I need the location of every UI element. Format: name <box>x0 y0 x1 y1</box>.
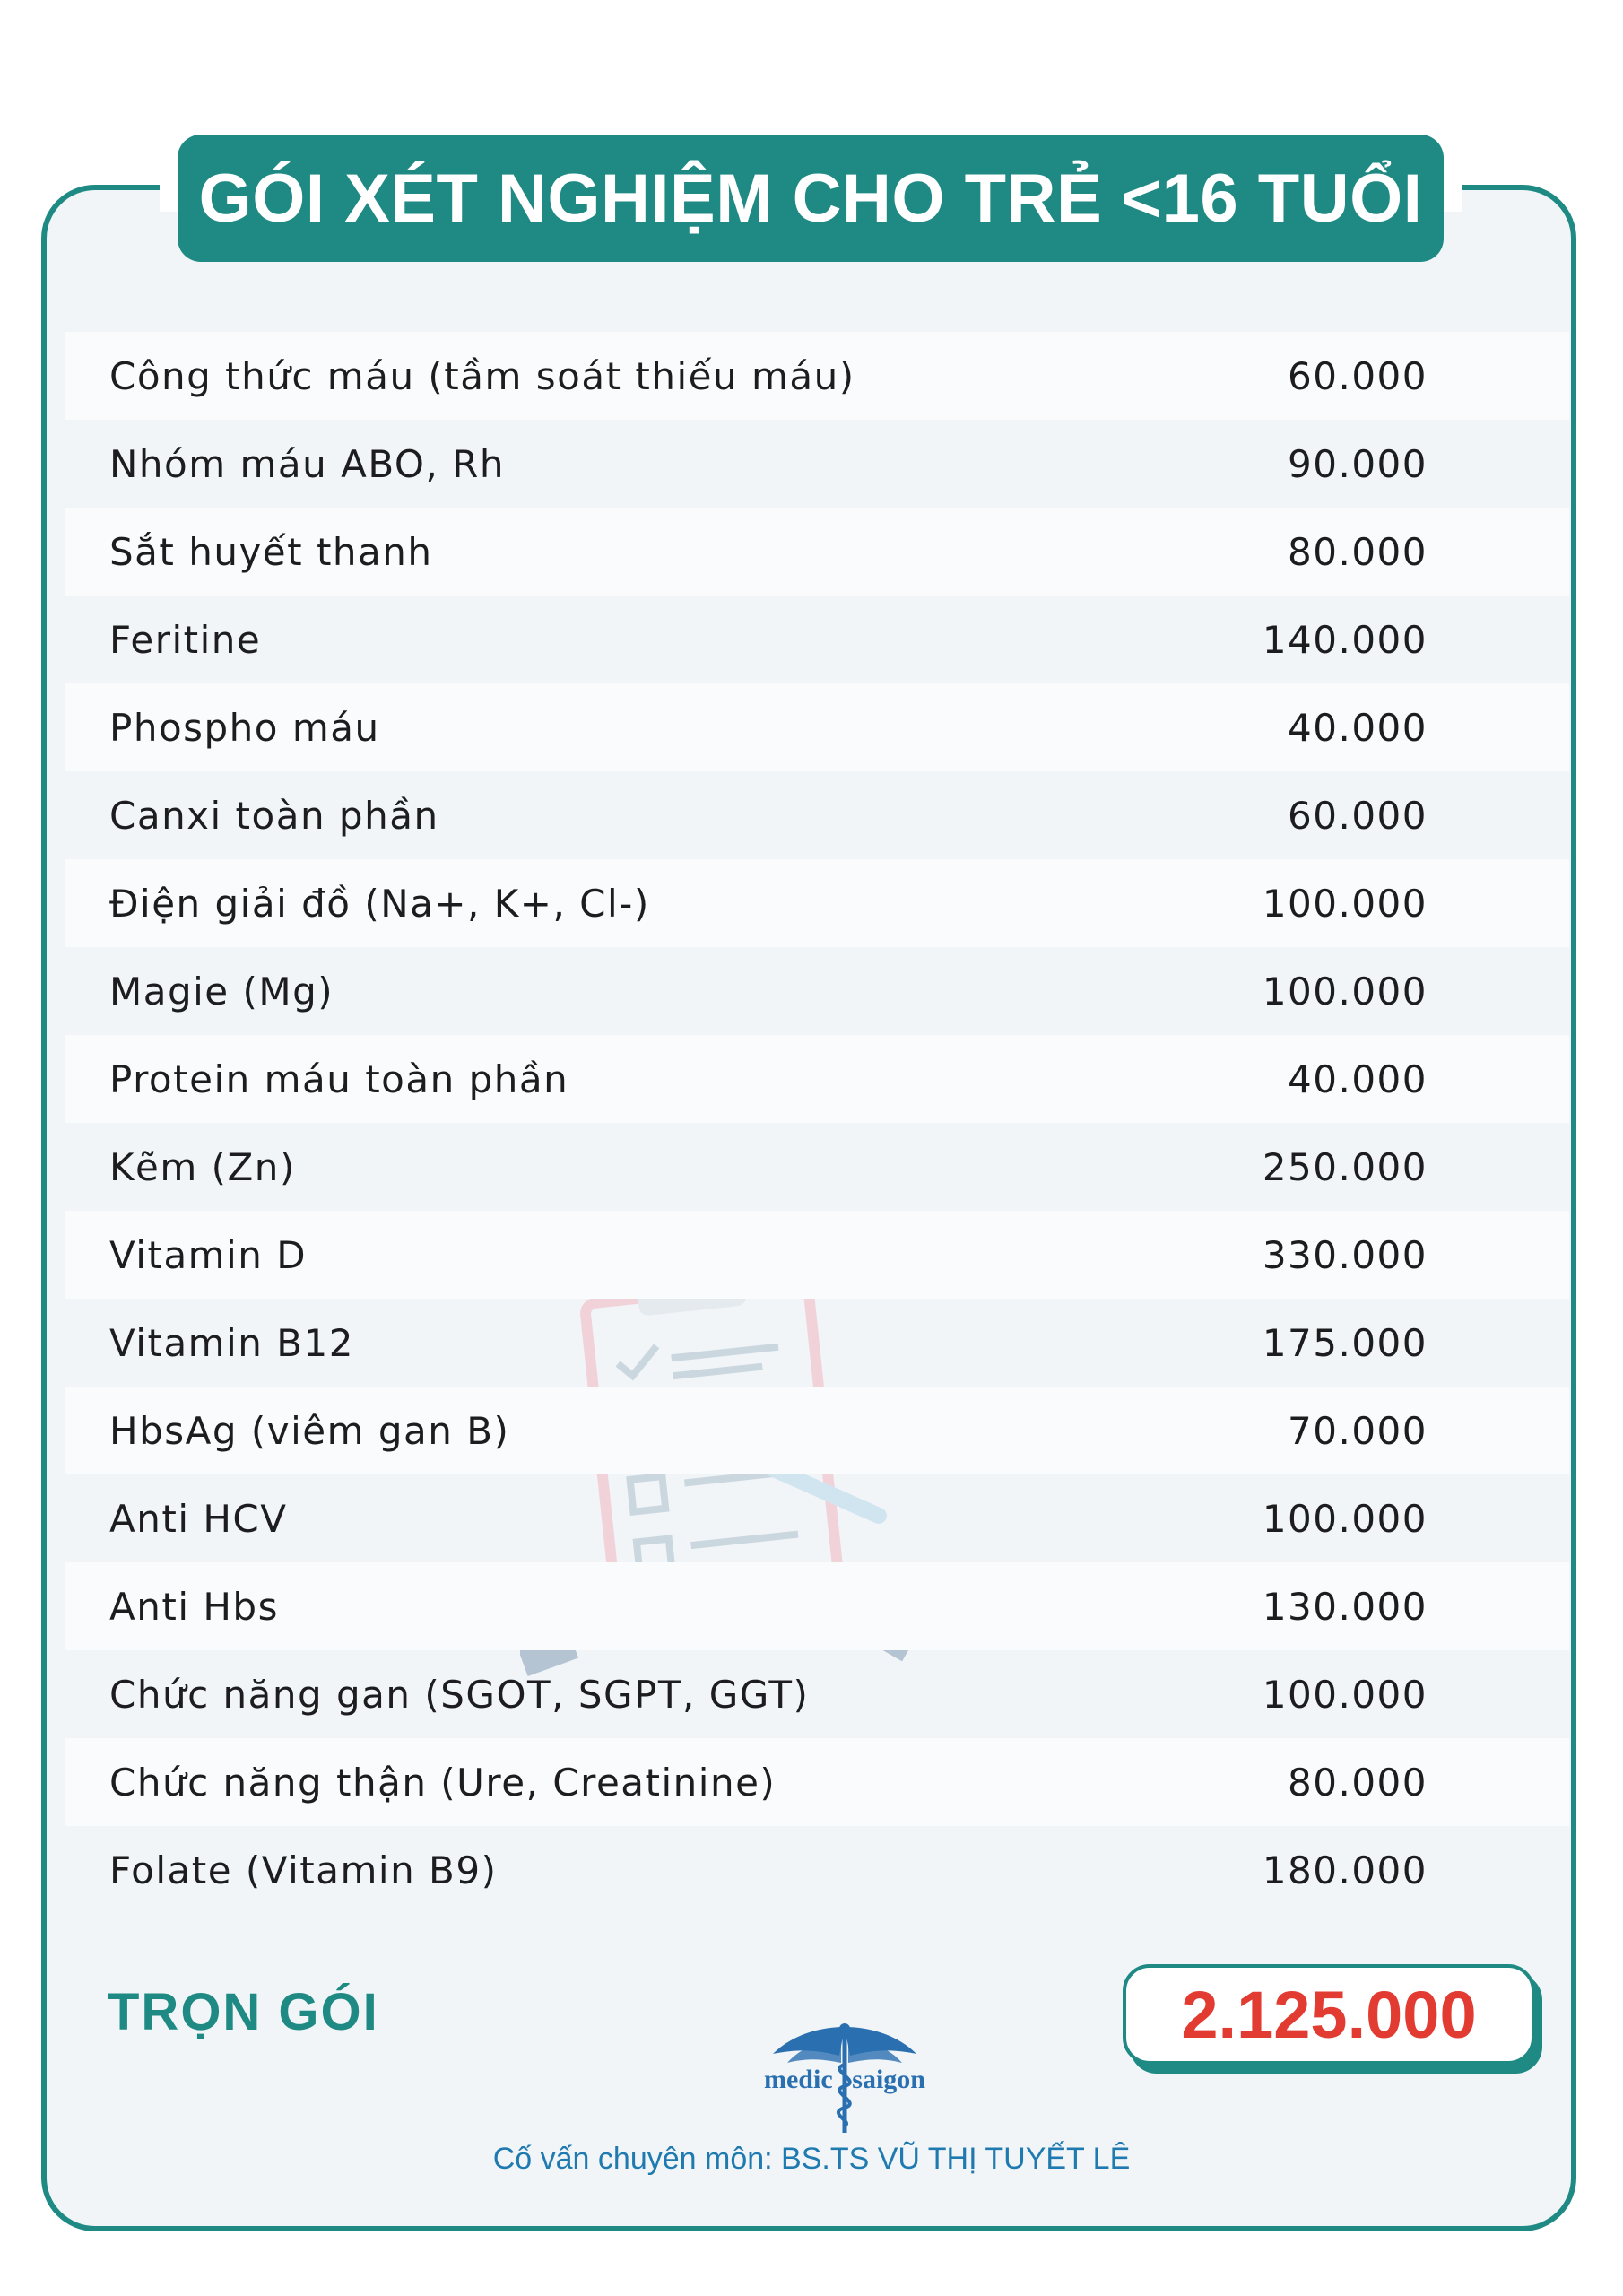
test-price: 250.000 <box>1262 1144 1428 1189</box>
test-price: 90.000 <box>1288 441 1428 486</box>
test-name: Công thức máu (tầm soát thiếu máu) <box>109 353 855 398</box>
list-item <box>65 1650 1569 1738</box>
test-name: Anti Hbs <box>109 1584 279 1629</box>
test-name: Sắt huyết thanh <box>109 529 433 574</box>
test-name: Folate (Vitamin B9) <box>109 1848 498 1892</box>
list-item <box>65 508 1569 596</box>
list-item <box>65 420 1569 508</box>
list-item <box>65 1211 1569 1299</box>
list-item <box>65 947 1569 1035</box>
test-price: 80.000 <box>1288 529 1428 574</box>
test-name: Nhóm máu ABO, Rh <box>109 441 505 486</box>
page-title: GÓI XÉT NGHIỆM CHO TRẺ <16 TUỔI <box>198 160 1423 237</box>
test-price: 100.000 <box>1262 881 1428 926</box>
logo-wordmark <box>764 2065 925 2095</box>
test-price: 40.000 <box>1288 705 1428 750</box>
test-name: Vitamin D <box>109 1232 308 1277</box>
test-name: HbsAg (viêm gan B) <box>109 1408 510 1453</box>
test-name: Phospho máu <box>109 705 380 750</box>
test-name: Chức năng gan (SGOT, SGPT, GGT) <box>109 1672 810 1717</box>
test-name: Điện giải đồ (Na+, K+, Cl-) <box>109 881 650 926</box>
test-price: 100.000 <box>1262 1496 1428 1541</box>
test-price: 80.000 <box>1288 1760 1428 1805</box>
list-item <box>65 332 1569 420</box>
test-name: Chức năng thận (Ure, Creatinine) <box>109 1760 777 1805</box>
list-item <box>65 1387 1569 1474</box>
list-item <box>65 1562 1569 1650</box>
test-name: Anti HCV <box>109 1496 288 1541</box>
list-item <box>65 771 1569 859</box>
test-name: Vitamin B12 <box>109 1320 354 1365</box>
list-item <box>65 1474 1569 1562</box>
list-item <box>65 596 1569 683</box>
test-price: 175.000 <box>1262 1320 1428 1365</box>
test-price: 100.000 <box>1262 1672 1428 1717</box>
test-price: 180.000 <box>1262 1848 1428 1892</box>
title-banner <box>178 135 1444 262</box>
list-item <box>65 1035 1569 1123</box>
test-price: 60.000 <box>1288 353 1428 398</box>
list-item <box>65 683 1569 771</box>
test-price: 70.000 <box>1288 1408 1428 1453</box>
test-name: Canxi toàn phần <box>109 793 439 838</box>
total-price: 2.125.000 <box>1181 1977 1477 2052</box>
test-price: 100.000 <box>1262 969 1428 1013</box>
test-price: 130.000 <box>1262 1584 1428 1629</box>
test-name: Magie (Mg) <box>109 969 334 1013</box>
test-name: Kẽm (Zn) <box>109 1144 296 1189</box>
logo-text-right: saigon <box>852 2065 925 2094</box>
test-name: Feritine <box>109 617 262 662</box>
test-list <box>65 332 1569 1914</box>
advisor-credit: Cố vấn chuyên môn: BS.TS VŨ THỊ TUYẾT LÊ <box>492 2142 1131 2176</box>
test-price: 330.000 <box>1262 1232 1428 1277</box>
logo-text-left: medic <box>764 2065 833 2094</box>
total-price-box <box>1123 1964 1535 2065</box>
list-item <box>65 1299 1569 1387</box>
total-label: TRỌN GÓI <box>108 1983 379 2041</box>
test-price: 60.000 <box>1288 793 1428 838</box>
list-item <box>65 1826 1569 1914</box>
list-item <box>65 1123 1569 1211</box>
test-price: 140.000 <box>1262 617 1428 662</box>
test-price: 40.000 <box>1288 1057 1428 1101</box>
list-item <box>65 1738 1569 1826</box>
test-name: Protein máu toàn phần <box>109 1057 569 1101</box>
list-item <box>65 859 1569 947</box>
